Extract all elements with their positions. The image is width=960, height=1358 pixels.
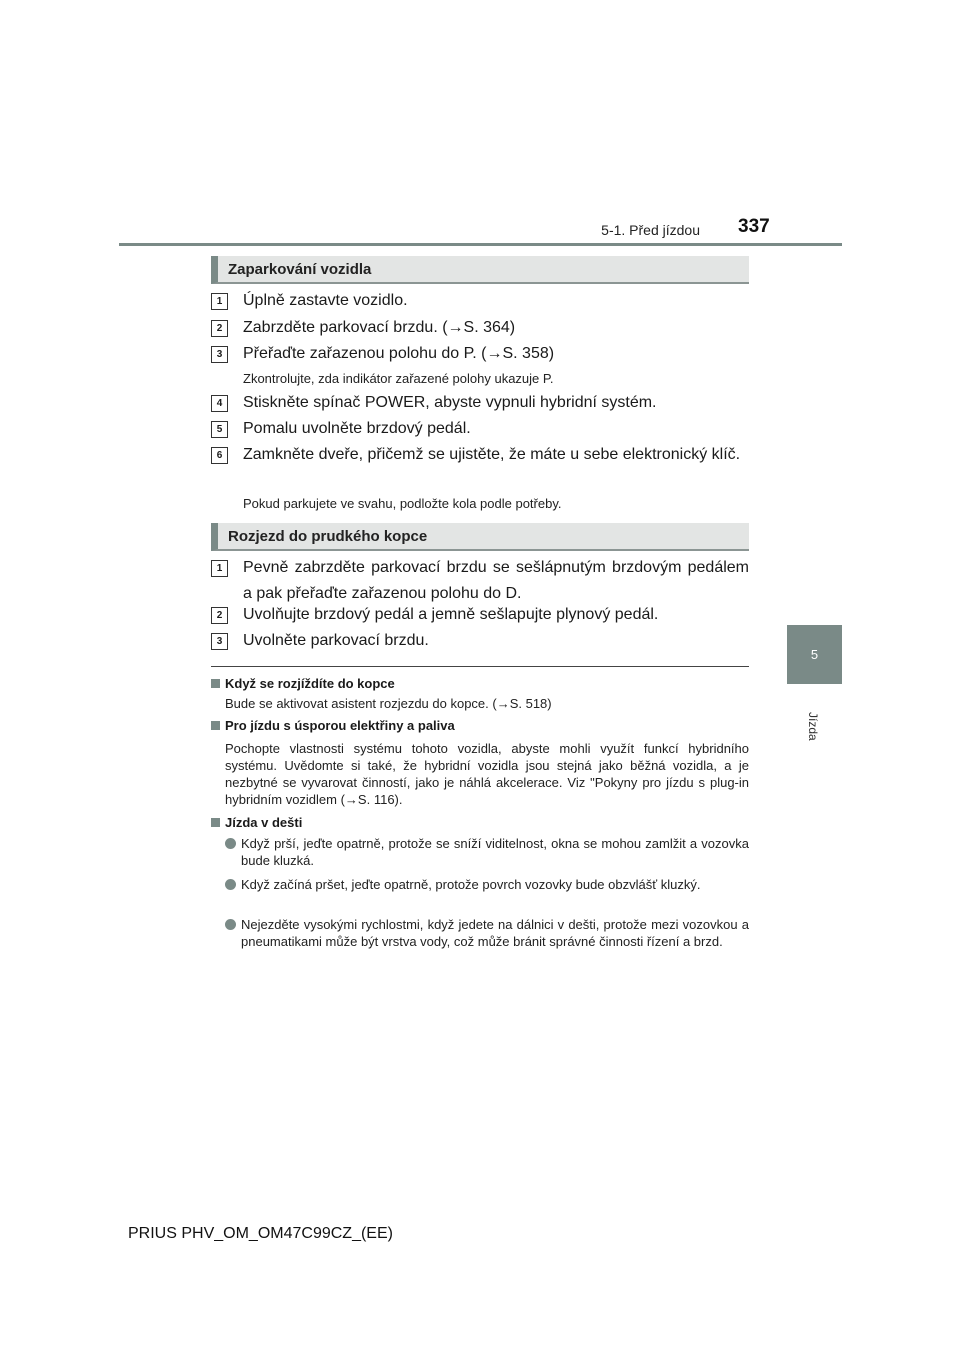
- info-title: Když se rozjíždíte do kopce: [225, 676, 395, 691]
- list-item: [225, 835, 749, 869]
- step-text: Zabrzděte parkovací brzdu. (→S. 364): [243, 319, 516, 336]
- step-number: 3: [211, 633, 228, 650]
- circle-bullet-icon: [225, 879, 236, 890]
- page-number: 337: [738, 216, 770, 237]
- step-text: Úplně zastavte vozidlo.: [243, 292, 408, 309]
- chapter-tab-label: Jízda: [806, 712, 820, 741]
- step-text: Pomalu uvolněte brzdový pedál.: [243, 420, 471, 437]
- step-text: Stiskněte spínač POWER, abyste vypnuli hybridní systém.: [243, 394, 657, 411]
- bullet-text: Když prší, jeďte opatrně, protože se sníží viditelnost, okna se mohou zamlžit a vozovka bude kluzká.: [241, 836, 749, 868]
- step-number: 4: [211, 395, 228, 412]
- step-item: [211, 341, 749, 367]
- list-item: [225, 916, 749, 950]
- step-number: 1: [211, 560, 228, 577]
- step-number: 6: [211, 447, 228, 464]
- info-heading: [211, 718, 455, 733]
- square-bullet-icon: [211, 721, 220, 730]
- step-number: 1: [211, 293, 228, 310]
- step-text: Uvolňujte brzdový pedál a jemně sešlapujte plynový pedál.: [243, 606, 659, 623]
- info-title: Jízda v dešti: [225, 815, 303, 830]
- list-item: [225, 876, 749, 893]
- step-number: 2: [211, 607, 228, 624]
- step-text: Uvolněte parkovací brzdu.: [243, 632, 429, 649]
- header-rule: [119, 243, 842, 246]
- info-title: Pro jízdu s úsporou elektřiny a paliva: [225, 718, 455, 733]
- step-item: [211, 442, 749, 468]
- info-text: Pochopte vlastnosti systému tohoto vozidla, abyste mohli využít funkcí hybridního systému. Uvědomte si také, že hybridní vozidla jsou stejná jako běžná vozidla, a je nezbytné se vyvarovat činností, jako je náhlá akcelerace. Viz "Pokyny pro jízdu s plug-in hybridním vozidlem (→S. 116).: [225, 741, 749, 807]
- section-header-hill-start: [211, 523, 749, 551]
- section-title: Rozjezd do prudkého kopce: [228, 527, 428, 545]
- chapter-title: 5-1. Před jízdou: [601, 222, 700, 238]
- step-item: [211, 628, 749, 654]
- square-bullet-icon: [211, 679, 220, 688]
- step-item: [211, 555, 749, 607]
- info-heading: [211, 815, 302, 830]
- section-title: Zaparkování vozidla: [228, 260, 372, 278]
- circle-bullet-icon: [225, 919, 236, 930]
- step-number: 3: [211, 346, 228, 363]
- bullet-text: Nejezděte vysokými rychlostmi, když jedete na dálnici v dešti, protože mezi vozovkou a pneumatikami může být vrstva vody, což může bránit správné činnosti řízení a brzd.: [241, 917, 749, 949]
- step-text: Pevně zabrzděte parkovací brzdu se sešlápnutým brzdovým pedálem a pak přeřaďte zařazenou polohu do D.: [243, 559, 749, 602]
- step-note: Zkontrolujte, zda indikátor zařazené polohy ukazuje P.: [243, 371, 554, 386]
- step-text: Zamkněte dveře, přičemž se ujistěte, že máte u sebe elektronický klíč.: [243, 446, 741, 463]
- step-item: [211, 416, 749, 442]
- chapter-tab-number: 5: [810, 647, 819, 662]
- step-number: 2: [211, 320, 228, 337]
- step-note: Pokud parkujete ve svahu, podložte kola podle potřeby.: [243, 496, 562, 511]
- circle-bullet-icon: [225, 838, 236, 849]
- document-code: PRIUS PHV_OM_OM47C99CZ_(EE): [128, 1225, 393, 1242]
- bullet-text: Když začíná pršet, jeďte opatrně, protože povrch vozovky bude obzvlášť kluzký.: [241, 877, 701, 892]
- info-heading: [211, 676, 395, 691]
- section-header-parking: [211, 256, 749, 284]
- step-item: [211, 288, 749, 314]
- step-number: 5: [211, 421, 228, 438]
- section-divider: [211, 666, 749, 667]
- square-bullet-icon: [211, 818, 220, 827]
- step-text: Přeřaďte zařazenou polohu do P. (→S. 358): [243, 345, 555, 362]
- step-item: [211, 390, 749, 416]
- chapter-tab: [787, 625, 842, 684]
- step-item: [211, 315, 749, 341]
- step-item: [211, 602, 749, 628]
- info-text: Bude se aktivovat asistent rozjezdu do kopce. (→S. 518): [225, 696, 552, 711]
